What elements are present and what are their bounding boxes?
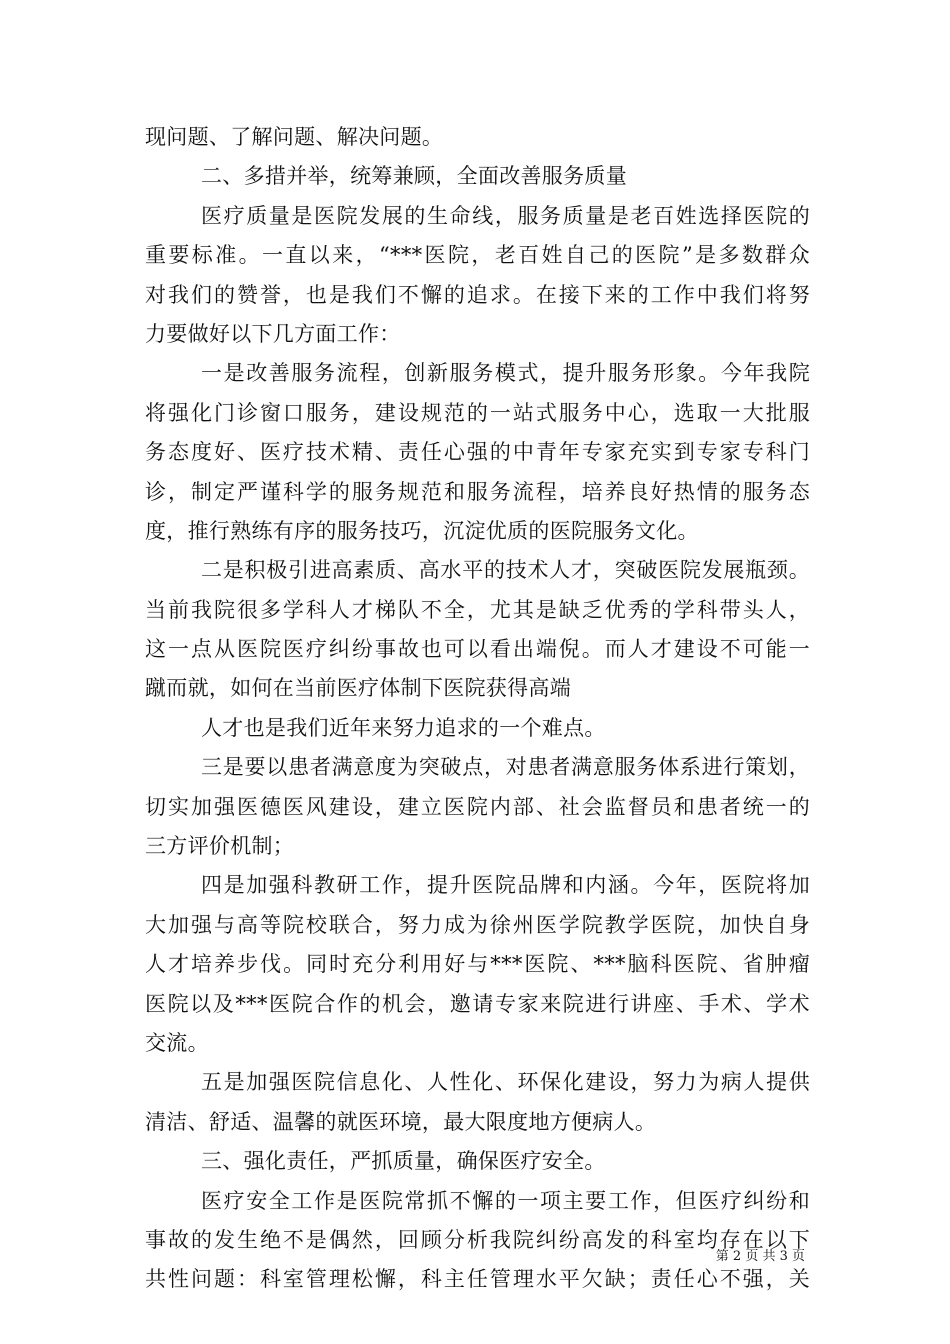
- text-line: 现问题、了解问题、解决问题。: [145, 125, 444, 149]
- text-line: 交流。: [145, 1030, 209, 1055]
- text-line: 共性问题：科室管理松懈，科主任管理水平欠缺；责任心不强，关: [145, 1267, 810, 1292]
- section-heading: 三、强化责任，严抓质量，确保医疗安全。: [201, 1149, 606, 1174]
- text-line: 度，推行熟练有序的服务技巧，沉淀优质的医院服务文化。: [145, 518, 699, 543]
- text-line: 二是积极引进高素质、高水平的技术人才，突破医院发展瓶颈。: [201, 558, 810, 583]
- text-line: 诊，制定严谨科学的服务规范和服务流程，培养良好热情的服务态: [145, 479, 810, 504]
- text-line: 大加强与高等院校联合，努力成为徐州医学院教学医院，加快自身: [145, 912, 810, 937]
- text-line: 清洁、舒适、温馨的就医环境，最大限度地方便病人。: [145, 1109, 657, 1134]
- text-line: 四是加强科教研工作，提升医院品牌和内涵。今年，医院将加: [201, 873, 810, 898]
- document-body: [145, 118, 810, 1300]
- text-line: 五是加强医院信息化、人性化、环保化建设，努力为病人提供: [201, 1070, 810, 1095]
- text-line: 对我们的赞誉，也是我们不懈的追求。在接下来的工作中我们将努: [145, 282, 810, 307]
- text-line: 将强化门诊窗口服务，建设规范的一站式服务中心，选取一大批服: [145, 400, 810, 425]
- text-line: 力要做好以下几方面工作：: [145, 321, 401, 346]
- text-line: 医疗质量是医院发展的生命线，服务质量是老百姓选择医院的: [201, 203, 810, 228]
- text-line: 当前我院很多学科人才梯队不全，尤其是缺乏优秀的学科带头人，: [145, 597, 810, 622]
- text-line: 重要标准。一直以来，“***医院，老百姓自己的医院”是多数群众: [145, 243, 810, 268]
- section-heading: 二、多措并举，统筹兼顾，全面改善服务质量: [201, 164, 627, 189]
- text-line: 医疗安全工作是医院常抓不懈的一项主要工作，但医疗纠纷和: [201, 1188, 810, 1213]
- text-line: 切实加强医德医风建设，建立医院内部、社会监督员和患者统一的: [145, 794, 810, 819]
- text-line: 三方评价机制；: [145, 834, 295, 859]
- page-number-footer: 第 2 页 共 3 页: [715, 1249, 805, 1264]
- text-line: 人才也是我们近年来努力追求的一个难点。: [201, 715, 606, 740]
- text-line: 这一点从医院医疗纠纷事故也可以看出端倪。而人才建设不可能一: [145, 637, 810, 662]
- text-line: 人才培养步伐。同时充分利用好与***医院、***脑科医院、省肿瘤: [145, 952, 810, 977]
- text-line: 事故的发生绝不是偶然，回顾分析我院纠纷高发的科室均存在以下: [145, 1227, 810, 1252]
- text-line: 蹴而就，如何在当前医疗体制下医院获得高端: [145, 676, 571, 701]
- text-line: 一是改善服务流程，创新服务模式，提升服务形象。今年我院: [201, 361, 810, 386]
- text-line: 医院以及***医院合作的机会，邀请专家来院进行讲座、手术、学术: [145, 991, 810, 1016]
- text-line: 三是要以患者满意度为突破点，对患者满意服务体系进行策划，: [201, 755, 810, 780]
- text-line: 务态度好、医疗技术精、责任心强的中青年专家充实到专家专科门: [145, 440, 810, 465]
